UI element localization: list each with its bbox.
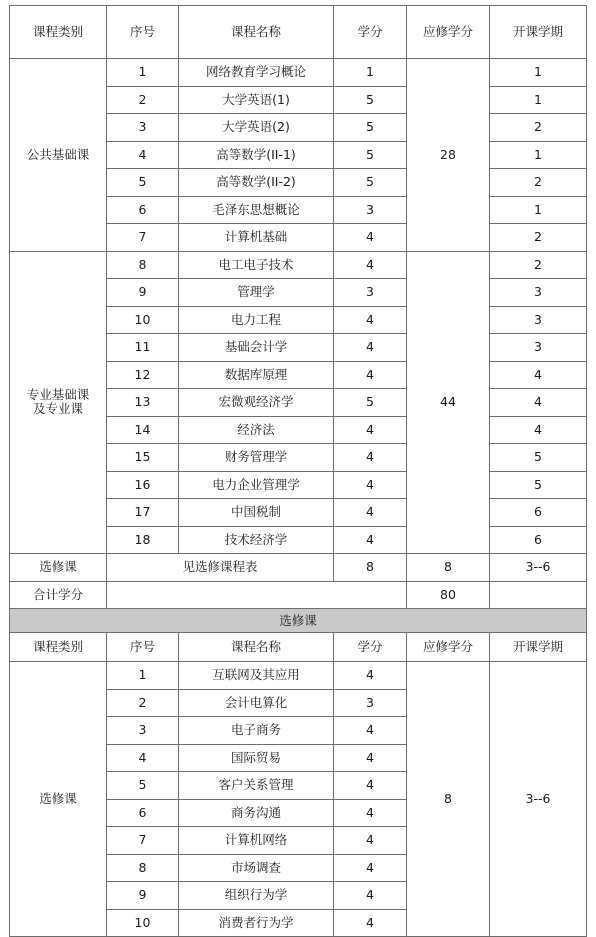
course-index: 2 — [107, 86, 179, 114]
course-name: 高等数学(II-1) — [179, 141, 334, 169]
course-index: 11 — [107, 334, 179, 362]
course-index: 4 — [107, 744, 179, 772]
course-credits: 4 — [334, 854, 407, 882]
category-public: 公共基础课 — [10, 59, 107, 252]
course-name: 毛泽东思想概论 — [179, 196, 334, 224]
course-semester: 1 — [490, 59, 587, 87]
course-index: 6 — [107, 196, 179, 224]
course-index: 10 — [107, 306, 179, 334]
course-name: 客户关系管理 — [179, 772, 334, 800]
course-name: 基础会计学 — [179, 334, 334, 362]
total-required: 80 — [407, 581, 490, 609]
course-semester: 2 — [490, 251, 587, 279]
course-name: 宏微观经济学 — [179, 389, 334, 417]
course-name: 电力工程 — [179, 306, 334, 334]
course-credits: 4 — [334, 662, 407, 690]
header-required: 应修学分 — [407, 6, 490, 59]
course-semester: 4 — [490, 361, 587, 389]
course-name: 高等数学(II-2) — [179, 169, 334, 197]
course-credits: 3 — [334, 279, 407, 307]
course-index: 3 — [107, 717, 179, 745]
required-public: 28 — [407, 59, 490, 252]
course-credits: 4 — [334, 306, 407, 334]
course-index: 14 — [107, 416, 179, 444]
course-credits: 3 — [334, 689, 407, 717]
course-name: 财务管理学 — [179, 444, 334, 472]
course-name: 技术经济学 — [179, 526, 334, 554]
course-index: 8 — [107, 251, 179, 279]
header-category: 课程类别 — [10, 6, 107, 59]
course-name: 会计电算化 — [179, 689, 334, 717]
course-semester: 3 — [490, 306, 587, 334]
table-row — [10, 251, 587, 279]
course-credits: 4 — [334, 882, 407, 910]
course-semester: 5 — [490, 444, 587, 472]
course-credits: 4 — [334, 416, 407, 444]
category-major-line2: 及专业课 — [32, 401, 83, 417]
course-credits: 4 — [334, 444, 407, 472]
elective-summary-row — [10, 554, 587, 582]
course-index: 4 — [107, 141, 179, 169]
header-index: 序号 — [107, 6, 179, 59]
course-credits: 4 — [334, 224, 407, 252]
course-name: 国际贸易 — [179, 744, 334, 772]
course-name: 市场调查 — [179, 854, 334, 882]
elective-required: 8 — [407, 554, 490, 582]
course-credits: 4 — [334, 827, 407, 855]
elective-semester: 3--6 — [490, 554, 587, 582]
course-name: 管理学 — [179, 279, 334, 307]
course-index: 7 — [107, 827, 179, 855]
header-name: 课程名称 — [179, 633, 334, 662]
course-credits: 4 — [334, 251, 407, 279]
category-elective-list: 选修课 — [10, 662, 107, 937]
course-credits: 4 — [334, 772, 407, 800]
course-semester: 4 — [490, 389, 587, 417]
table-row — [10, 662, 587, 690]
course-semester: 1 — [490, 141, 587, 169]
course-credits: 4 — [334, 471, 407, 499]
course-index: 3 — [107, 114, 179, 142]
course-index: 8 — [107, 854, 179, 882]
header-credits: 学分 — [334, 633, 407, 662]
course-credits: 5 — [334, 86, 407, 114]
curriculum-table — [9, 5, 587, 937]
course-index: 16 — [107, 471, 179, 499]
course-name: 大学英语(2) — [179, 114, 334, 142]
total-row — [10, 581, 587, 609]
elective-credits: 8 — [334, 554, 407, 582]
header-index: 序号 — [107, 633, 179, 662]
elective-note: 见选修课程表 — [107, 554, 334, 582]
course-index: 6 — [107, 799, 179, 827]
category-major-line1: 专业基础课 — [26, 387, 90, 403]
course-name: 计算机网络 — [179, 827, 334, 855]
total-label: 合计学分 — [10, 581, 107, 609]
header-semester: 开课学期 — [490, 633, 587, 662]
course-index: 12 — [107, 361, 179, 389]
course-semester: 1 — [490, 196, 587, 224]
elective-list-required: 8 — [407, 662, 490, 937]
course-name: 电力企业管理学 — [179, 471, 334, 499]
header-required: 应修学分 — [407, 633, 490, 662]
total-semester-blank — [490, 581, 587, 609]
course-credits: 4 — [334, 909, 407, 937]
course-credits: 3 — [334, 196, 407, 224]
total-blank — [107, 581, 407, 609]
course-name: 互联网及其应用 — [179, 662, 334, 690]
course-semester: 2 — [490, 169, 587, 197]
section-title-row — [10, 609, 587, 633]
course-semester: 6 — [490, 526, 587, 554]
course-semester: 1 — [490, 86, 587, 114]
course-name: 电工电子技术 — [179, 251, 334, 279]
header-row — [10, 633, 587, 662]
course-index: 15 — [107, 444, 179, 472]
header-row — [10, 6, 587, 59]
course-name: 网络教育学习概论 — [179, 59, 334, 87]
course-semester: 3 — [490, 279, 587, 307]
course-name: 消费者行为学 — [179, 909, 334, 937]
course-semester: 6 — [490, 499, 587, 527]
course-index: 5 — [107, 772, 179, 800]
course-index: 9 — [107, 882, 179, 910]
course-index: 18 — [107, 526, 179, 554]
course-credits: 4 — [334, 361, 407, 389]
course-credits: 4 — [334, 526, 407, 554]
course-credits: 4 — [334, 744, 407, 772]
course-index: 1 — [107, 662, 179, 690]
course-credits: 4 — [334, 334, 407, 362]
course-name: 中国税制 — [179, 499, 334, 527]
course-credits: 5 — [334, 114, 407, 142]
course-semester: 4 — [490, 416, 587, 444]
section-title: 选修课 — [10, 609, 587, 633]
course-credits: 4 — [334, 499, 407, 527]
course-semester: 3 — [490, 334, 587, 362]
course-index: 7 — [107, 224, 179, 252]
header-semester: 开课学期 — [490, 6, 587, 59]
course-index: 10 — [107, 909, 179, 937]
course-name: 组织行为学 — [179, 882, 334, 910]
course-index: 17 — [107, 499, 179, 527]
course-semester: 2 — [490, 114, 587, 142]
category-major — [10, 251, 107, 554]
course-name: 商务沟通 — [179, 799, 334, 827]
required-major: 44 — [407, 251, 490, 554]
course-index: 1 — [107, 59, 179, 87]
header-category: 课程类别 — [10, 633, 107, 662]
course-name: 经济法 — [179, 416, 334, 444]
course-name: 数据库原理 — [179, 361, 334, 389]
course-index: 13 — [107, 389, 179, 417]
course-name: 计算机基础 — [179, 224, 334, 252]
course-index: 9 — [107, 279, 179, 307]
course-credits: 1 — [334, 59, 407, 87]
course-semester: 5 — [490, 471, 587, 499]
course-index: 5 — [107, 169, 179, 197]
course-credits: 4 — [334, 799, 407, 827]
table-row — [10, 59, 587, 87]
course-name: 大学英语(1) — [179, 86, 334, 114]
course-credits: 5 — [334, 389, 407, 417]
header-credits: 学分 — [334, 6, 407, 59]
course-semester: 2 — [490, 224, 587, 252]
header-name: 课程名称 — [179, 6, 334, 59]
category-elective: 选修课 — [10, 554, 107, 582]
elective-list-semester: 3--6 — [490, 662, 587, 937]
course-credits: 4 — [334, 717, 407, 745]
course-credits: 5 — [334, 141, 407, 169]
course-index: 2 — [107, 689, 179, 717]
course-credits: 5 — [334, 169, 407, 197]
course-name: 电子商务 — [179, 717, 334, 745]
